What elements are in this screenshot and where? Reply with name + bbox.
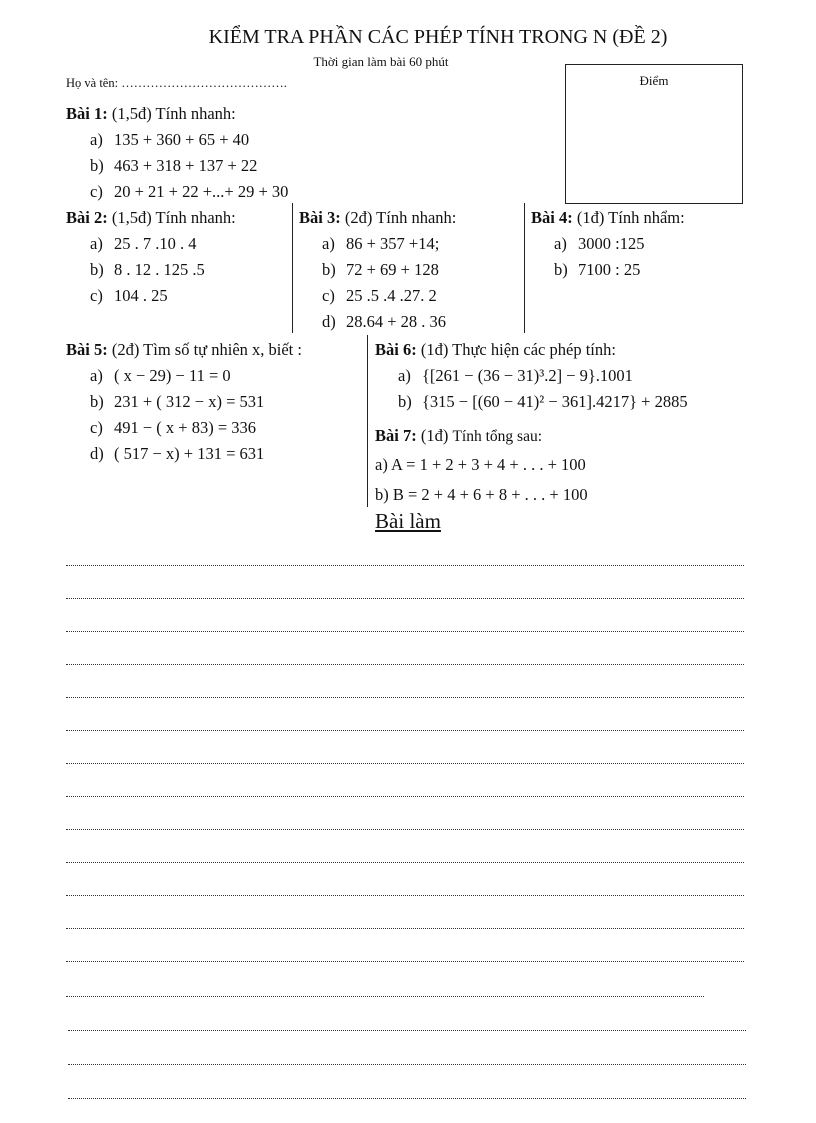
answer-line (66, 598, 744, 599)
bai4-item-b: b) 7100 : 25 (554, 260, 641, 279)
bai5-item-b: b) 231 + ( 312 − x) = 531 (90, 392, 265, 411)
answer-line (66, 961, 744, 962)
bai2-item-b: b) 8 . 12 . 125 .5 (90, 260, 205, 279)
bai4-item-a: a) 3000 :125 (554, 234, 645, 253)
answer-line (66, 796, 744, 797)
column-divider (292, 203, 293, 333)
answer-line (68, 1030, 746, 1031)
answer-line (66, 928, 744, 929)
answer-line (66, 829, 744, 830)
answer-line (66, 895, 744, 896)
answer-line (66, 763, 744, 764)
bai6-item-a: a) {[261 − (36 − 31)³.2] − 9}.1001 (398, 366, 633, 385)
bai6-item-b: b) {315 − [(60 − 41)² − 361].4217} + 2885 (398, 392, 688, 411)
bai7-item-b: b) B = 2 + 4 + 6 + 8 + . . . + 100 (375, 485, 588, 504)
bai1-item-a: a) 135 + 360 + 65 + 40 (90, 130, 250, 149)
bai5-item-a: a) ( x − 29) − 11 = 0 (90, 366, 231, 385)
column-divider (367, 335, 368, 507)
answer-line (66, 862, 744, 863)
bai3-item-c: c) 25 .5 .4 .27. 2 (322, 286, 437, 305)
score-box (565, 64, 743, 204)
exam-duration: Thời gian làm bài 60 phút (313, 54, 449, 69)
bai3-item-d: d) 28.64 + 28 . 36 (322, 312, 447, 331)
answer-line (66, 631, 744, 632)
bai5-heading: Bài 5: (2đ) Tìm số tự nhiên x, biết : (66, 340, 302, 359)
exam-title: KIỂM TRA PHẦN CÁC PHÉP TÍNH TRONG N (ĐỀ 2) (208, 26, 668, 48)
answer-line (66, 730, 744, 731)
answer-line (66, 565, 744, 566)
answer-line (66, 664, 744, 665)
answer-line (68, 1098, 746, 1099)
bai2-heading: Bài 2: (1,5đ) Tính nhanh: (66, 208, 236, 227)
answer-line (66, 996, 704, 997)
bai6-heading: Bài 6: (1đ) Thực hiện các phép tính: (375, 340, 616, 359)
bai2-item-c: c) 104 . 25 (90, 286, 168, 305)
bai7-item-a: a) A = 1 + 2 + 3 + 4 + . . . + 100 (375, 455, 586, 474)
bai5-item-d: d) ( 517 − x) + 131 = 631 (90, 444, 265, 463)
bai5-item-c: c) 491 − ( x + 83) = 336 (90, 418, 257, 437)
bai3-item-b: b) 72 + 69 + 128 (322, 260, 439, 279)
column-divider (524, 203, 525, 333)
bai3-item-a: a) 86 + 357 +14; (322, 234, 440, 253)
bai3-heading: Bài 3: (2đ) Tính nhanh: (299, 208, 457, 227)
answer-section-heading: Bài làm (375, 509, 441, 533)
bai1-item-b: b) 463 + 318 + 137 + 22 (90, 156, 258, 175)
student-name-field: Họ và tên: …………………………………. (66, 76, 287, 90)
bai2-item-a: a) 25 . 7 .10 . 4 (90, 234, 197, 253)
bai7-heading: Bài 7: (1đ) Tính tổng sau: (375, 426, 543, 445)
score-label: Điểm (639, 73, 669, 88)
bai4-heading: Bài 4: (1đ) Tính nhẩm: (531, 208, 685, 227)
answer-line (68, 1064, 746, 1065)
bai1-item-c: c) 20 + 21 + 22 +...+ 29 + 30 (90, 182, 289, 201)
answer-line (66, 697, 744, 698)
bai1-heading: Bài 1: (1,5đ) Tính nhanh: (66, 104, 236, 123)
